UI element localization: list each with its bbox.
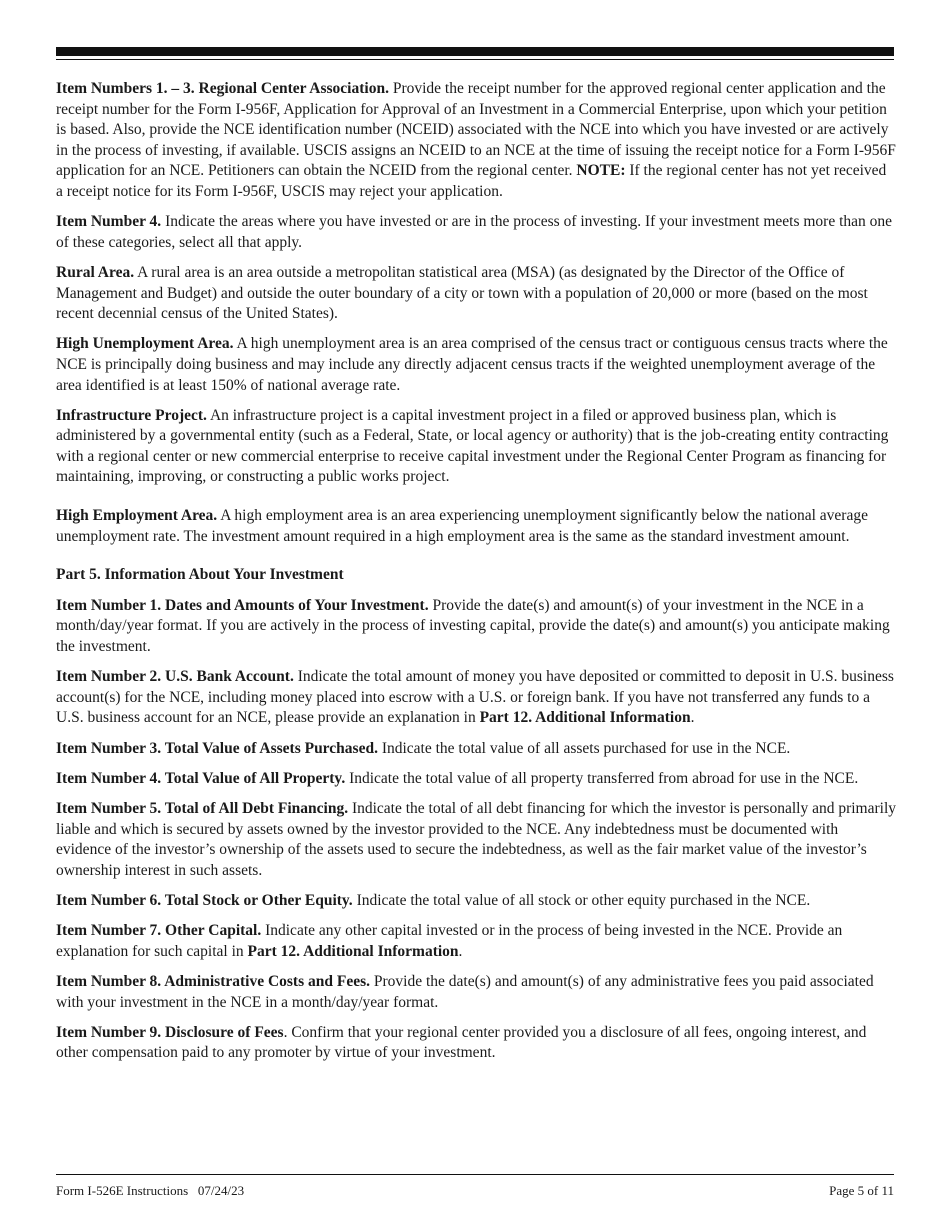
item-heading: Item Number 4. Total Value of All Property. — [56, 769, 346, 787]
header-thin-rule — [56, 59, 894, 60]
high-unemployment-paragraph: High Unemployment Area. A high unemployment area is an area comprised of the census tract or contiguous census tracts where the NCE is principally doing business and may include any directly adjacent census tracts if the weighted unemployment average of the area identified is at least 150% of national average rate. — [56, 335, 888, 394]
item-heading: Item Number 4. — [56, 213, 162, 231]
p5-item-8-paragraph: Item Number 8. Administrative Costs and Fees. Provide the date(s) and amount(s) of any administrative fees you paid associated with your investment in the NCE in a month/day/year format. — [56, 972, 874, 1011]
footer-page-number: Page 5 of 11 — [829, 1183, 894, 1198]
infrastructure-paragraph: Infrastructure Project. An infrastructure project is a capital investment project in a filed or approved business plan, which is administered by a governmental entity (such as a Federal, State, or local agency or authority) that is the job-creating entity contracting with a regional center or new commercial enterprise to receive capital investment under the Regional Center Program as financing for maintaining, improving, or constructing a public works project. — [56, 406, 889, 486]
p5-item-3-paragraph: Item Number 3. Total Value of Assets Purchased. Indicate the total value of all assets purchased for use in the NCE. — [56, 739, 791, 757]
part-5-heading: Part 5. Information About Your Investment — [56, 566, 344, 584]
item-heading: Item Numbers 1. – 3. Regional Center Association. — [56, 80, 389, 97]
item-4-paragraph: Item Number 4. Indicate the areas where you have invested or are in the process of investing. If your investment meets more than one of these categories, select all that apply. — [56, 213, 893, 251]
part-12-reference: Part 12. Additional Information — [247, 942, 459, 960]
item-heading: Item Number 9. Disclosure of Fees — [56, 1023, 284, 1041]
item-heading: Rural Area. — [56, 263, 135, 281]
note-label: NOTE: — [576, 162, 626, 180]
p5-item-1-paragraph: Item Number 1. Dates and Amounts of Your Investment. Provide the date(s) and amount(s) of your investment in the NCE in a month/day/year format. If you are actively in the process of investing capital, provide the date(s) and amount(s) you anticipate making the investment. — [56, 596, 890, 656]
item-heading: Item Number 1. Dates and Amounts of Your Investment. — [56, 596, 429, 614]
item-heading: High Employment Area. — [56, 507, 218, 525]
item-heading: Item Number 5. Total of All Debt Financing. — [56, 799, 349, 817]
p5-item-6-paragraph: Item Number 6. Total Stock or Other Equity. Indicate the total value of all stock or other equity purchased in the NCE. — [56, 891, 811, 909]
rural-area-paragraph: Rural Area. A rural area is an area outside a metropolitan statistical area (MSA) (as designated by the Director of the Office of Management and Budget) and outside the outer boundary of a city or town with a population of 20,000 or more (based on the most recent decennial census of the United States). — [56, 263, 868, 323]
footer-rule — [56, 1174, 894, 1175]
item-heading: Item Number 8. Administrative Costs and Fees. — [56, 972, 371, 990]
header-thick-rule — [56, 47, 894, 56]
part-12-reference: Part 12. Additional Information — [479, 709, 691, 727]
item-heading: Item Number 7. Other Capital. — [56, 922, 262, 940]
item-heading: Item Number 3. Total Value of Assets Purchased. — [56, 739, 378, 757]
item-heading: High Unemployment Area. — [56, 335, 234, 353]
item-1-3-paragraph: Item Numbers 1. – 3. Regional Center Association. Provide the receipt number for the approved regional center application and the receipt number for the Form I-956F, Application for Approval of an Investment in a Commercial Enterprise, upon which your petition is based. Also, provide the NCE identification number (NCEID) associated with the NCE into which you have invested or are actively in the process of investing, if available. USCIS assigns an NCEID to an NCE at the time of issuing the receipt notice for a Form I-956F application for an NCE. Petitioners can obtain the NCEID from the regional center. NOTE: If the regional center has not yet received a receipt notice for its Form I-956F, USCIS may reject your application. — [56, 80, 896, 200]
p5-item-9-paragraph: Item Number 9. Disclosure of Fees. Confirm that your regional center provided you a disclosure of all fees, ongoing interest, and other compensation paid to any promoter by virtue of your investment. — [56, 1023, 867, 1062]
high-employment-paragraph: High Employment Area. A high employment area is an area experiencing unemployment significantly below the national average unemployment rate. The investment amount required in a high employment area is the same as the standard investment amount. — [56, 507, 868, 545]
p5-item-5-paragraph: Item Number 5. Total of All Debt Financing. Indicate the total of all debt financing for which the investor is personally and primarily liable and which is secured by assets owned by the investor provided to the NCE. Any indebtedness must be documented with evidence of the investor’s ownership of the assets used to secure the indebtedness, as well as the fair market value of the investor’s ownership interest in such assets. — [56, 799, 897, 879]
item-heading: Item Number 2. U.S. Bank Account. — [56, 668, 294, 686]
p5-item-4-paragraph: Item Number 4. Total Value of All Property. Indicate the total value of all property transferred from abroad for use in the NCE. — [56, 769, 859, 787]
p5-item-7-paragraph: Item Number 7. Other Capital. Indicate any other capital invested or in the process of being invested in the NCE. Provide an explanation for such capital in Part 12. Additional Information. — [56, 922, 843, 960]
item-heading: Infrastructure Project. — [56, 406, 207, 424]
footer-form-id: Form I-526E Instructions 07/24/23 — [56, 1183, 245, 1198]
p5-item-2-paragraph: Item Number 2. U.S. Bank Account. Indicate the total amount of money you have deposited or committed to deposit in U.S. business account(s) for the NCE, including money placed into escrow with a U.S. or foreign bank. If you have not transferred any funds to a U.S. business account for an NCE, please provide an explanation in Part 12. Additional Information. — [56, 668, 894, 727]
document-body — [56, 79, 896, 1073]
item-heading: Item Number 6. Total Stock or Other Equity. — [56, 891, 353, 909]
